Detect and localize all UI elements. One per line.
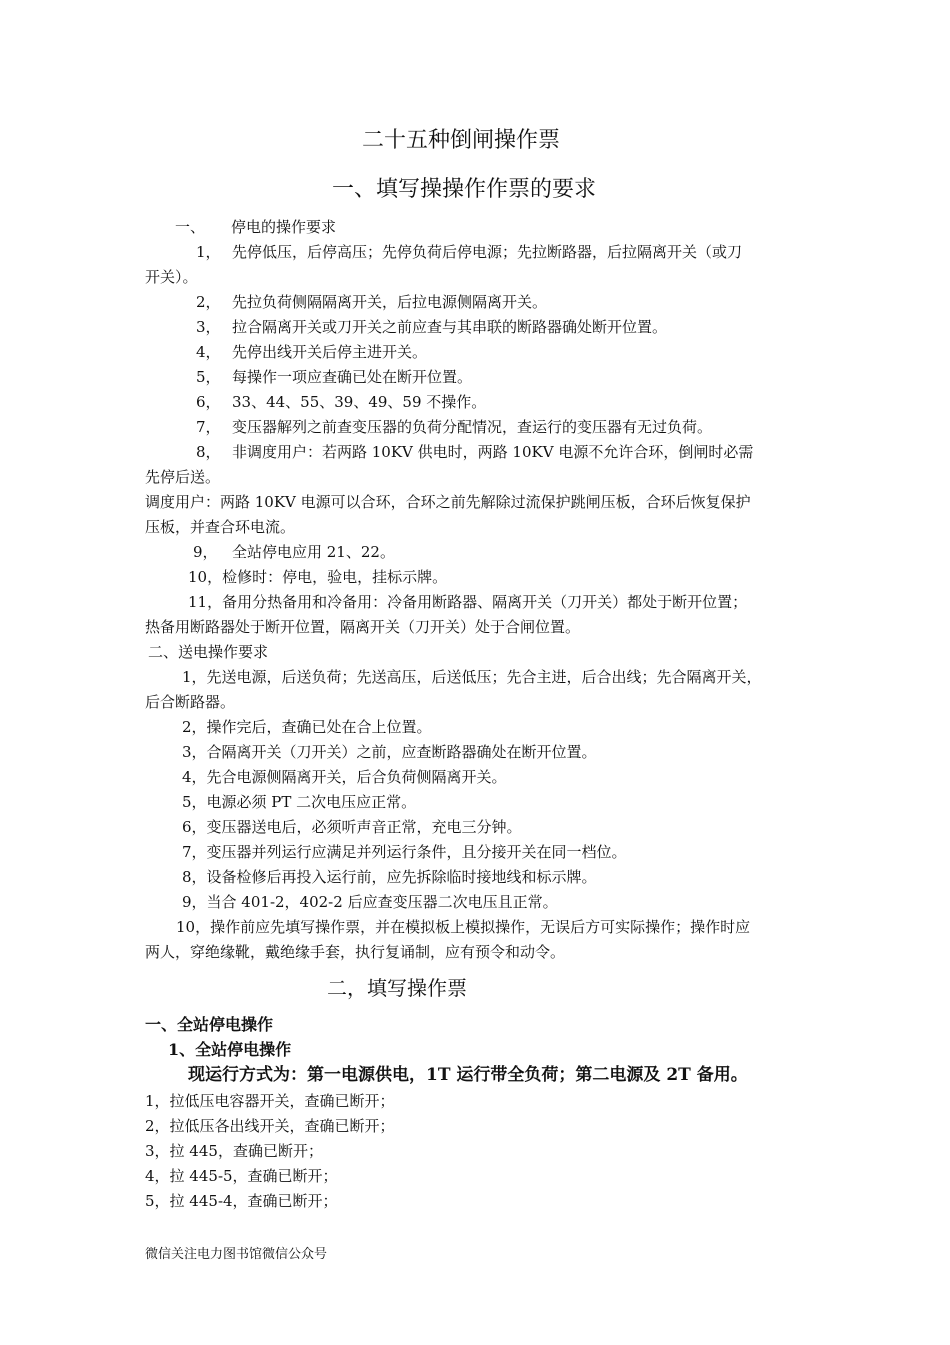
operation-step: 1，拉低压电容器开关，查确已断开；: [145, 1092, 395, 1110]
list-item: [196, 367, 472, 387]
list-item: 4，先合电源侧隔离开关，后合负荷侧隔离开关。: [182, 768, 507, 786]
operation-step: 2，拉低压各出线开关，查确已断开；: [145, 1117, 395, 1135]
list-item-continuation: 两人，穿绝缘靴，戴绝缘手套，执行复诵制，应有预令和动令。: [145, 943, 566, 961]
list-item-continuation: 后合断路器。: [145, 693, 236, 711]
item-number: 7，: [196, 418, 221, 436]
operation-mode: 现运行方式为：第一电源供电，1T 运行带全负荷；第二电源及 2T 备用。: [188, 1065, 748, 1085]
list-item: [193, 542, 395, 562]
list-item: [196, 242, 742, 262]
list-item: [196, 317, 667, 337]
item-number: 6，: [196, 393, 221, 411]
section-2-heading: 二、送电操作要求: [148, 643, 269, 661]
item-number: 9，: [193, 543, 218, 561]
item-number: 4，: [196, 343, 221, 361]
list-item: 9，当合 401-2，402-2 后应查变压器二次电压且正常。: [182, 893, 558, 911]
document-subtitle: 一、填写操操作作票的要求: [332, 177, 597, 202]
list-item: [196, 342, 427, 362]
item-number: 3，: [196, 318, 221, 336]
section-1-heading-text: 停电的操作要求: [231, 218, 337, 236]
list-item-continuation: 先停后送。: [145, 468, 221, 486]
operation-step: 3，拉 445，查确已断开；: [145, 1142, 323, 1160]
item-text: 先停出线开关后停主进开关。: [232, 343, 428, 361]
list-item: 10，检修时：停电，验电，挂标示牌。: [188, 568, 448, 586]
part-2-sub-heading: 一、全站停电操作: [145, 1015, 274, 1034]
item-text: 33、44、55、39、49、59 不操作。: [232, 393, 487, 411]
list-item-continuation: 开关）。: [145, 268, 198, 286]
list-item: [196, 392, 486, 412]
list-item: [196, 417, 712, 437]
list-item: 10，操作前应先填写操作票，并在模拟板上模拟操作，无误后方可实际操作；操作时应: [176, 918, 751, 936]
operation-step: 5，拉 445-4，查确已断开；: [145, 1192, 338, 1210]
list-item: 1，先送电源，后送负荷；先送高压，后送低压；先合主进，后合出线；先合隔离开关，: [182, 668, 762, 686]
list-item: 5，电源必须 PT 二次电压应正常。: [182, 793, 417, 811]
item-text: 每操作一项应查确已处在断开位置。: [232, 368, 473, 386]
section-1-heading: [175, 217, 336, 237]
part-2-sub-sub-heading: 1、全站停电操作: [168, 1040, 292, 1059]
section-1-heading-num: 一、: [175, 218, 206, 236]
page-footer: 微信关注电力图书馆微信公众号: [145, 1247, 328, 1262]
list-item: 11，备用分热备用和冷备用：冷备用断路器、隔离开关（刀开关）都处于断开位置；: [188, 593, 748, 611]
list-item: 3，合隔离开关（刀开关）之前，应查断路器确处在断开位置。: [182, 743, 597, 761]
item-number: 1，: [196, 243, 221, 261]
item-text: 先拉负荷侧隔隔离开关，后拉电源侧隔离开关。: [232, 293, 548, 311]
item-number: 8，: [196, 443, 221, 461]
operation-step: 4，拉 445-5，查确已断开；: [145, 1167, 338, 1185]
item-number: 5，: [196, 368, 221, 386]
list-item: 6，变压器送电后，必须听声音正常，充电三分钟。: [182, 818, 522, 836]
list-item-continuation: 压板，并查合环电流。: [145, 518, 296, 536]
list-item: [196, 442, 753, 462]
item-text: 先停低压，后停高压；先停负荷后停电源；先拉断路器，后拉隔离开关（或刀: [232, 243, 743, 261]
list-item: 8，设备检修后再投入运行前，应先拆除临时接地线和标示牌。: [182, 868, 597, 886]
list-item: 2，操作完后，查确已处在合上位置。: [182, 718, 432, 736]
list-item: [196, 292, 547, 312]
item-number: 2，: [196, 293, 221, 311]
item-text: 拉合隔离开关或刀开关之前应查与其串联的断路器确处断开位置。: [232, 318, 668, 336]
document-title: 二十五种倒闸操作票: [362, 128, 561, 153]
list-item-continuation: 热备用断路器处于断开位置，隔离开关（刀开关）处于合闸位置。: [145, 618, 581, 636]
list-item: 调度用户：两路 10KV 电源可以合环，合环之前先解除过流保护跳闸压板，合环后恢复保护: [145, 493, 751, 511]
item-text: 变压器解列之前查变压器的负荷分配情况，查运行的变压器有无过负荷。: [232, 418, 713, 436]
item-text: 非调度用户：若两路 10KV 供电时，两路 10KV 电源不允许合环，倒闸时必需: [232, 443, 754, 461]
list-item: 7，变压器并列运行应满足并列运行条件，且分接开关在同一档位。: [182, 843, 627, 861]
item-text: 全站停电应用 21、22。: [232, 543, 395, 561]
part-2-heading: 二，填写操作票: [327, 976, 467, 1000]
